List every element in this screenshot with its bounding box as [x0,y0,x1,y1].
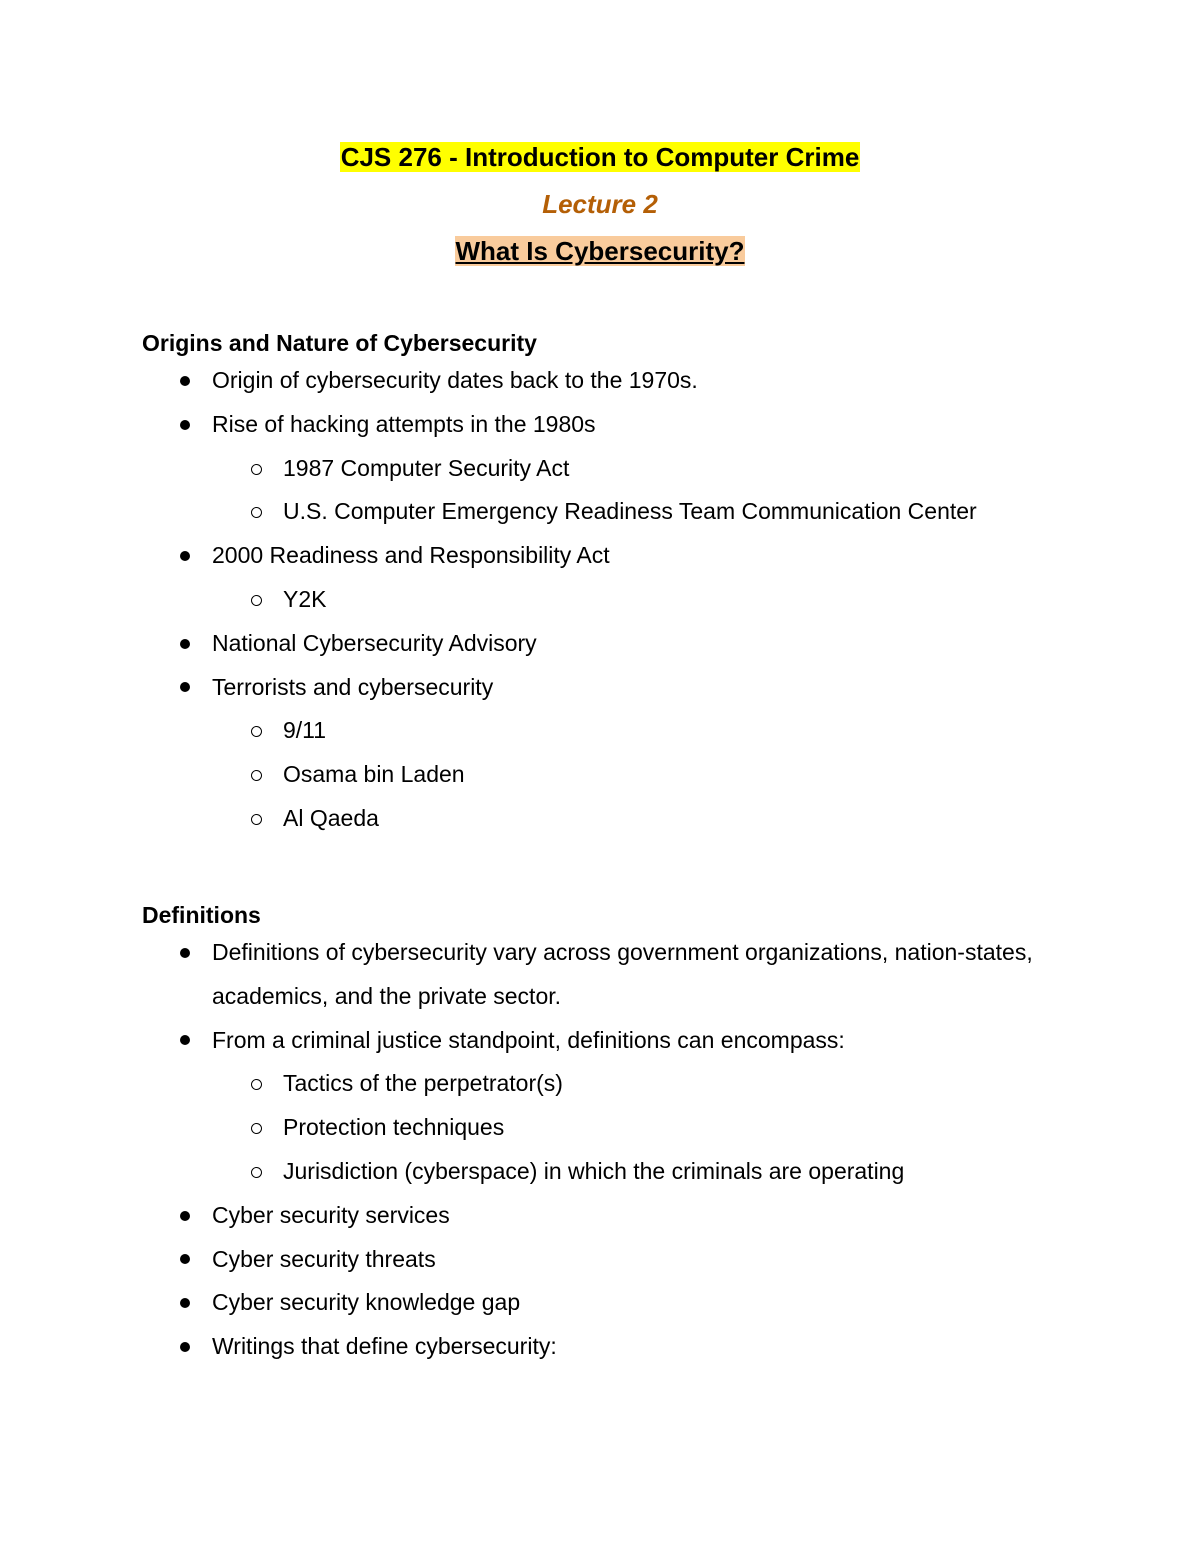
sub-list-item [142,709,1142,753]
hollow-circle-bullet-icon [246,490,266,534]
list-item-text: Terrorists and cybersecurity [212,673,494,700]
course-title: CJS 276 - Introduction to Computer Crime [340,142,860,172]
sub-list-item [142,490,1142,534]
hollow-circle-bullet-icon [246,753,266,797]
list-item [142,1238,1142,1282]
sub-list-item [142,1062,1142,1106]
filled-circle-bullet-icon [175,1238,195,1282]
hollow-circle-bullet-icon [246,797,266,841]
hollow-circle-bullet-icon [246,1062,266,1106]
list-item-text: 2000 Readiness and Responsibility Act [212,542,610,569]
filled-circle-bullet-icon [175,1019,195,1063]
list-item-text: National Cybersecurity Advisory [212,629,537,656]
hollow-circle-bullet-icon [246,709,266,753]
topic-title-line [0,235,1200,267]
section-definitions [142,900,1142,1369]
topic-title: What Is Cybersecurity? [455,236,745,266]
filled-circle-bullet-icon [175,931,195,975]
filled-circle-bullet-icon [175,359,195,403]
list-item-text: From a criminal justice standpoint, definitions can encompass: [212,1026,845,1053]
list-item [142,1281,1142,1325]
filled-circle-bullet-icon [175,622,195,666]
list-item [142,359,1142,403]
section-heading: Definitions [142,902,261,928]
list-item [142,534,1142,578]
list-item-text: Cyber security threats [212,1245,436,1272]
list-item-text: Y2K [283,585,327,612]
sub-list-item [142,797,1142,841]
hollow-circle-bullet-icon [246,447,266,491]
hollow-circle-bullet-icon [246,578,266,622]
list-item [142,403,1142,447]
section-heading: Origins and Nature of Cybersecurity [142,330,537,356]
list-item-text: U.S. Computer Emergency Readiness Team Communication Center [283,498,977,525]
list-item [142,1194,1142,1238]
filled-circle-bullet-icon [175,1281,195,1325]
list-item [142,666,1142,710]
list-item-text: Tactics of the perpetrator(s) [283,1070,563,1097]
section-origins [142,328,1142,841]
bullet-list [142,931,1142,1369]
list-item [142,622,1142,666]
list-item-text: Definitions of cybersecurity vary across government organizations, nation-states, academics, and the private sector. [212,939,1033,1009]
list-item-text: 1987 Computer Security Act [283,454,570,481]
filled-circle-bullet-icon [175,534,195,578]
list-item-text: Al Qaeda [283,804,379,831]
sub-list-item [142,753,1142,797]
course-title-line [0,141,1200,173]
list-item-text: Jurisdiction (cyberspace) in which the criminals are operating [283,1157,905,1184]
sub-list-item [142,1106,1142,1150]
lecture-title: Lecture 2 [542,189,658,219]
list-item-text: Cyber security knowledge gap [212,1289,521,1316]
bullet-list [142,359,1142,841]
filled-circle-bullet-icon [175,403,195,447]
hollow-circle-bullet-icon [246,1150,266,1194]
list-item [142,1325,1142,1369]
filled-circle-bullet-icon [175,1325,195,1369]
sub-list-item [142,1150,1142,1194]
sub-list-item [142,578,1142,622]
list-item-text: Protection techniques [283,1114,505,1141]
list-item-text: Osama bin Laden [283,761,465,788]
list-item-text: Cyber security services [212,1201,450,1228]
list-item-text: Writings that define cybersecurity: [212,1333,557,1360]
hollow-circle-bullet-icon [246,1106,266,1150]
sub-list-item [142,447,1142,491]
filled-circle-bullet-icon [175,666,195,710]
list-item-text: 9/11 [283,717,327,744]
list-item-text: Rise of hacking attempts in the 1980s [212,410,596,437]
list-item-text: Origin of cybersecurity dates back to the 1970s. [212,367,698,393]
list-item [142,1019,1142,1063]
list-item [142,931,1142,1019]
filled-circle-bullet-icon [175,1194,195,1238]
